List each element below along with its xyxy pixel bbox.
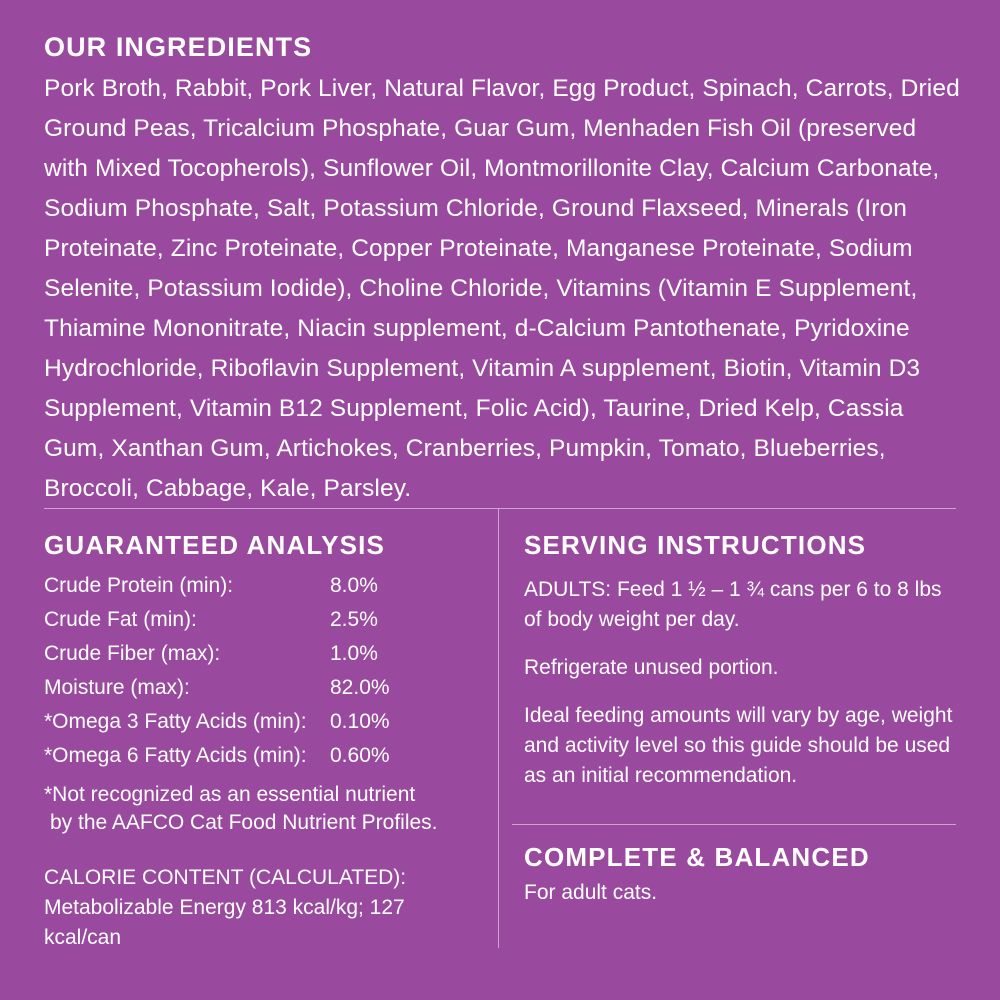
nutrient-label: Moisture (max):: [44, 676, 190, 699]
guaranteed-analysis-heading: GUARANTEED ANALYSIS: [44, 530, 386, 560]
nutrient-value: 1.0%: [330, 642, 378, 665]
table-row: [44, 575, 390, 609]
complete-balanced-heading: COMPLETE & BALANCED: [524, 842, 870, 872]
serving-instructions-body: [524, 575, 956, 791]
calorie-content: [44, 863, 480, 953]
table-row: [44, 609, 390, 643]
serving-paragraph: ADULTS: Feed 1 ½ – 1 ¾ cans per 6 to 8 lbs of body weight per day.: [524, 578, 942, 631]
nutrient-label: Crude Fat (min):: [44, 608, 197, 631]
calorie-heading: CALORIE CONTENT (CALCULATED):: [44, 866, 407, 889]
nutrient-value: 0.10%: [330, 710, 390, 733]
guaranteed-analysis-table: [44, 575, 390, 779]
horizontal-divider-top: [44, 508, 956, 509]
footnote-line-2: by the AAFCO Cat Food Nutrient Profiles.: [50, 811, 438, 834]
vertical-divider: [498, 508, 499, 948]
nutrient-label: Crude Fiber (max):: [44, 642, 221, 665]
nutrient-label: *Omega 3 Fatty Acids (min):: [44, 710, 307, 733]
serving-paragraph: Refrigerate unused portion.: [524, 656, 779, 679]
serving-instructions-heading: SERVING INSTRUCTIONS: [524, 530, 867, 560]
ingredients-section: [44, 32, 966, 509]
serving-paragraph: Ideal feeding amounts will vary by age, weight and activity level so this guide should be used as an initial recommendation.: [524, 704, 953, 787]
footnote-line-1: *Not recognized as an essential nutrient: [44, 783, 416, 806]
horizontal-divider-right: [512, 824, 956, 825]
nutrient-label: Crude Protein (min):: [44, 574, 234, 597]
complete-balanced-section: [524, 842, 956, 907]
aafco-footnote: [44, 781, 480, 837]
nutrient-value: 2.5%: [330, 608, 378, 631]
table-row: [44, 745, 390, 779]
guaranteed-analysis-section: [44, 530, 480, 953]
nutrient-label: *Omega 6 Fatty Acids (min):: [44, 744, 307, 767]
calorie-value: Metabolizable Energy 813 kcal/kg; 127 kcal/can: [44, 896, 405, 949]
nutrient-value: 8.0%: [330, 574, 378, 597]
table-row: [44, 677, 390, 711]
nutrient-value: 82.0%: [330, 676, 390, 699]
table-row: [44, 711, 390, 745]
ingredients-text: Pork Broth, Rabbit, Pork Liver, Natural Flavor, Egg Product, Spinach, Carrots, Dried Ground Peas, Tricalcium Phosphate, Guar Gum, Menhaden Fish Oil (preserved with Mixed Tocopherols), Sunflower Oil, Montmorillonite Clay, Calcium Carbonate, Sodium Phosphate, Salt, Potassium Chloride, Ground Flaxseed, Minerals (Iron Proteinate, Zinc Proteinate, Copper Proteinate, Manganese Proteinate, Sodium Selenite, Potassium Iodide), Choline Chloride, Vitamins (Vitamin E Supplement, Thiamine Mononitrate, Niacin supplement, d-Calcium Pantothenate, Pyridoxine Hydrochloride, Riboflavin Supplement, Vitamin A supplement, Biotin, Vitamin D3 Supplement, Vitamin B12 Supplement, Folic Acid), Taurine, Dried Kelp, Cassia Gum, Xanthan Gum, Artichokes, Cranberries, Pumpkin, Tomato, Blueberries, Broccoli, Cabbage, Kale, Parsley.: [44, 75, 960, 502]
serving-instructions-section: [524, 530, 956, 791]
ingredients-heading: OUR INGREDIENTS: [44, 32, 313, 62]
table-row: [44, 643, 390, 677]
nutrient-value: 0.60%: [330, 744, 390, 767]
complete-balanced-subtitle: For adult cats.: [524, 881, 658, 904]
